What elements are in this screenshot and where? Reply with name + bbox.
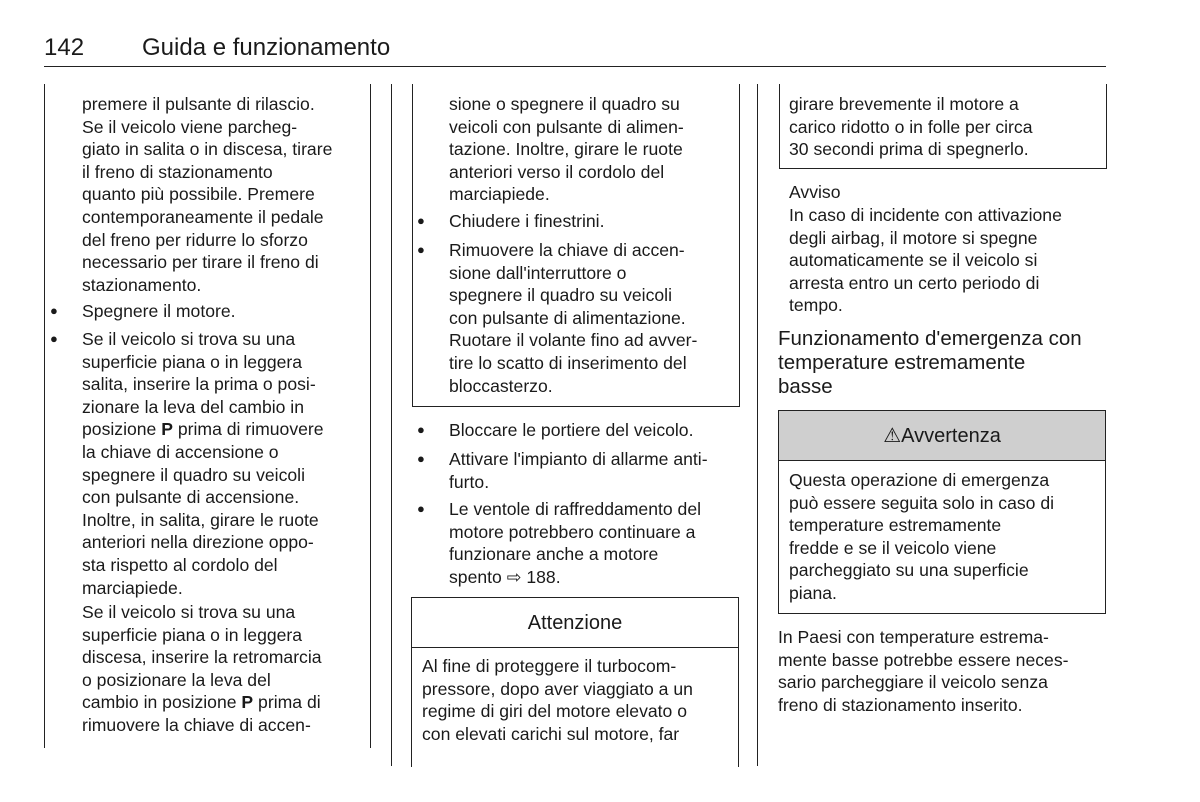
col1-right-rule (370, 84, 371, 748)
bullet-cooling-fans: ● Le ventole di raffreddamento del motore potrebbero continuare a funzionare anche a motore spento ⇨ 188. (449, 498, 737, 588)
caution-text: Al fine di proteggere il turbocom- pressore, dopo aver viaggiato a un regime di giri del motore elevato o con elevati carichi sul motore, far (422, 656, 693, 744)
warning-title: ⚠Avvertenza (779, 411, 1105, 461)
notice-text: In caso di incidente con attivazione degli airbag, il motore si spegne automaticamente se il veicolo si arresta entro un certo periodo di tempo. (789, 205, 1062, 316)
col1-left-rule (44, 84, 45, 748)
caution-box (411, 597, 739, 767)
warning-text: Questa operazione di emergenza può essere seguita solo in caso di temperature estremamente fredde e se il veicolo viene parcheggiato su una superficie piana. (789, 470, 1055, 603)
col3-continued-text: girare brevemente il motore a carico ridotto o in folle per circa 30 secondi prima di spegnerlo. (789, 94, 1033, 160)
bullet-close-windows: ● Chiudere i finestrini. (449, 210, 737, 233)
col-divider-1 (391, 84, 392, 766)
bullet-engine-off: ● Spegnere il motore. (82, 300, 368, 323)
col2-continued-text: sione o spegnere il quadro su veicoli con pulsante di alimen- tazione. Inoltre, girare le ruote anteriori verso il cordolo del marciapiede. (449, 94, 684, 205)
para-downhill: Se il veicolo si trova su una superficie piana o in leggera discesa, inserire la retromarcia o posizionare la leva del cambio in posizione P prima di rimuovere la chiave di accen- (82, 602, 322, 735)
section-heading: Funzionamento d'emergenza con temperature estremamente basse (778, 327, 1082, 398)
closing-paragraph: In Paesi con temperature estrema- mente basse potrebbe essere neces- sario parcheggiare il veicolo senza freno di stazionamento inserito. (778, 627, 1069, 715)
col-divider-2 (757, 84, 758, 766)
bullet-alarm: ● Attivare l'impianto di allarme anti- furto. (449, 448, 737, 493)
col1-continued-text: premere il pulsante di rilascio. Se il veicolo viene parcheg- giato in salita o in discesa, tirare il freno di stazionamento quanto più possibile. Premere contemporaneamente il pedale del freno per ridurre lo sforzo necessario per tirare il freno di stazionamento. (82, 94, 333, 295)
warning-box (778, 410, 1106, 614)
bullet-lock-doors: ● Bloccare le portiere del veicolo. (449, 419, 737, 442)
section-title: Guida e funzionamento (142, 34, 391, 61)
header-rule (44, 66, 1106, 67)
notice-title: Avviso (789, 182, 841, 202)
page-number: 142 (44, 34, 85, 61)
caution-title: Attenzione (412, 598, 738, 648)
warning-triangle-icon: ⚠ (883, 425, 902, 447)
bullet-remove-key: ● Rimuovere la chiave di accen- sione dall'interruttore o spegnere il quadro su veicoli con pulsante di alimentazione. Ruotare il volante fino ad avver- tire lo scatto di inserimento del bloccasterzo. (449, 239, 737, 397)
page-reference-arrow-icon: ⇨ (506, 566, 522, 587)
page-reference[interactable]: 188. (521, 566, 561, 587)
page-header (44, 34, 390, 62)
bullet-level-or-uphill: ● Se il veicolo si trova su una superficie piana o in leggera salita, inserire la prima o posi- zionare la leva del cambio in posizione P prima di rimuovere la chiave di accensione o spegnere il quadro su veicoli con pulsante di accensione. Inoltre, in salita, girare le ruote anteriori nella direzione oppo- sta rispetto al cordolo del marciapiede. (82, 328, 368, 599)
